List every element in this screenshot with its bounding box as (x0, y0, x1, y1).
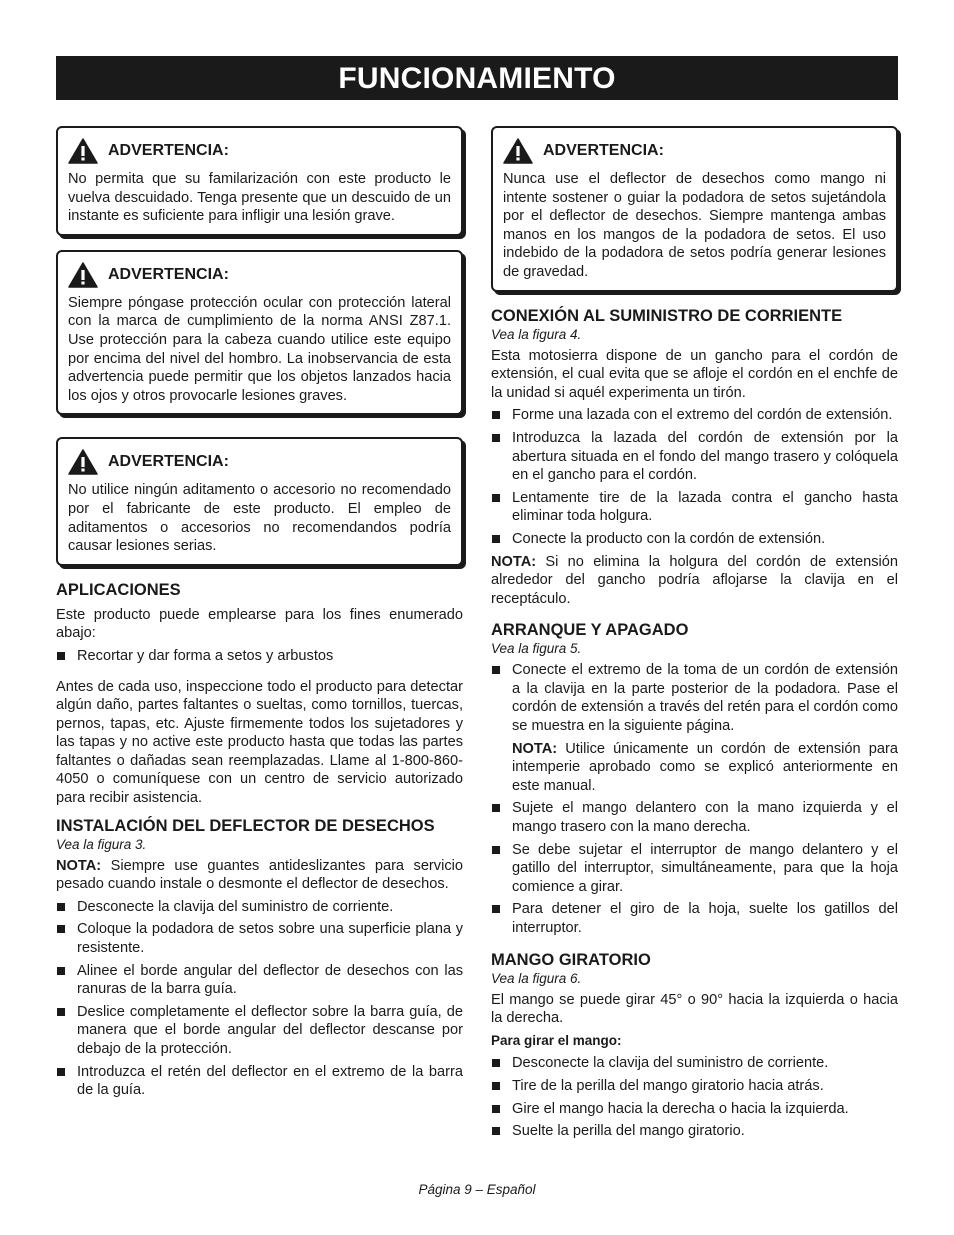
warning-box (56, 437, 463, 565)
bullet-square-icon (57, 967, 65, 975)
note-label: NOTA: (56, 857, 102, 874)
bullet-square-icon (492, 1127, 500, 1135)
bullet-square-icon (57, 903, 65, 911)
page-footer: Página 9 – Español (418, 1182, 536, 1197)
warning-box (491, 126, 898, 292)
bullet-square-icon (57, 1068, 65, 1076)
list-item (56, 898, 463, 917)
conexion-list (491, 406, 898, 548)
warning-title: ADVERTENCIA: (108, 142, 229, 159)
list-item-text: Alinee el borde angular del deflector de desechos con las ranuras de la barra guía. (77, 962, 463, 998)
list-item-text: Introduzca el retén del deflector en el extremo de la barra de la guía. (77, 1063, 463, 1099)
list-item (56, 1063, 463, 1100)
list-item-text: Sujete el mango delantero con la mano izquierda y el mango trasero con la mano derecha. (512, 800, 898, 836)
bullet-square-icon (492, 1082, 500, 1090)
warning-text: Nunca use el deflector de desechos como mango ni intente sostener o guiar la podadora de setos sujetándola por el deflector de desechos. Siempre mantenga ambas manos en los mangos de la podadora de setos. El uso indebido de la podadora de setos podría generar lesiones de gravedad. (503, 171, 886, 280)
aplicaciones-list (56, 647, 463, 666)
list-item-text: Tire de la perilla del mango giratorio hacia atrás. (512, 1077, 824, 1094)
warning-triangle-icon (68, 449, 98, 475)
section-heading-conexion: CONEXIÓN AL SUMINISTRO DE CORRIENTE (491, 306, 843, 325)
warning-triangle-icon (68, 138, 98, 164)
list-item-text: Lentamente tire de la lazada contra el gancho hasta eliminar toda holgura. (512, 489, 898, 525)
list-item-text: Para detener el giro de la hoja, suelte los gatillos del interruptor. (512, 901, 898, 936)
warning-text: No permita que su familarización con este producto le vuelva descuidado. Tenga presente que un descuido de un instante es suficiente para infligir una lesión grave. (68, 171, 451, 225)
figure-reference: Vea la figura 6. (491, 970, 582, 986)
note-text: Siempre use guantes antideslizantes para servicio pesado cuando instale o desmonte el deflector de desechos. (56, 857, 463, 893)
right-column (491, 126, 898, 1145)
list-item (491, 1077, 898, 1096)
list-item (491, 429, 898, 485)
figure-reference: Vea la figura 3. (56, 836, 147, 852)
bullet-square-icon (492, 535, 500, 543)
list-item (56, 647, 463, 666)
note-text: Si no elimina la holgura del cordón de extensión alrededor del gancho podría aflojarse la clavija en el receptáculo. (491, 553, 898, 607)
list-item-text: Deslice completamente el deflector sobre la barra guía, de manera que el borde angular del deflector descanse por debajo de la protección. (77, 1003, 463, 1057)
list-item (491, 530, 898, 549)
note-label: NOTA: (512, 740, 558, 757)
instalacion-note (56, 857, 463, 894)
arranque-list (491, 661, 898, 735)
bullet-square-icon (492, 905, 500, 913)
list-item (56, 1003, 463, 1059)
list-item-text: Coloque la podadora de setos sobre una superficie plana y resistente. (77, 921, 463, 957)
list-item-text: Desconecte la clavija del suministro de corriente. (512, 1055, 829, 1072)
bullet-square-icon (492, 666, 500, 674)
note-text: Utilice únicamente un cordón de extensión para intemperie aprobado como se explicó anteriormente en este manual. (512, 740, 898, 794)
conexion-note (491, 553, 898, 609)
list-item-text: Recortar y dar forma a setos y arbustos (77, 647, 334, 664)
warning-box (56, 250, 463, 416)
warning-text: Siempre póngase protección ocular con protección lateral con la marca de cumplimiento de la norma ANSI Z87.1. Use protección para la cabeza cuando utilice este equipo por encima del nivel del hombro. La inobservancia de esta advertencia puede permitir que los objetos lanzados hacia los ojos y otros provocarle lesiones graves. (68, 294, 451, 404)
warning-box (56, 126, 463, 236)
list-item-text: Introduzca la lazada del cordón de extensión por la abertura situada en el fondo del mango trasero y colóquela en el gancho para el cordón. (512, 429, 898, 484)
bullet-square-icon (492, 846, 500, 854)
bullet-square-icon (492, 1059, 500, 1067)
list-item (491, 406, 898, 425)
mango-list (491, 1054, 898, 1140)
bullet-square-icon (492, 411, 500, 419)
list-item-text: Se debe sujetar el interruptor de mango delantero y el gatillo del interruptor, simultáneamente, para que la hoja comience a girar. (512, 841, 898, 895)
section-heading-instalacion: INSTALACIÓN DEL DEFLECTOR DE DESECHOS (56, 816, 435, 835)
aplicaciones-paragraph: Antes de cada uso, inspeccione todo el producto para detectar algún daño, partes faltantes o sueltas, como tornillos, tuercas, pernos, tapas, etc. Ajuste firmemente todos los sujetadores y las tapas y no active este producto hasta que todas las partes faltantes o dañadas sean reemplazadas. Llame al 1-800-860-4050 o comuníquese con un centro de servicio autorizado para recibir asistencia. (56, 678, 463, 807)
figure-reference: Vea la figura 4. (491, 326, 582, 342)
list-item (491, 1122, 898, 1141)
page-title: FUNCIONAMIENTO (56, 56, 898, 100)
list-item (491, 1054, 898, 1073)
list-item (491, 489, 898, 526)
list-item-text: Desconecte la clavija del suministro de corriente. (77, 898, 394, 915)
figure-reference: Vea la figura 5. (491, 641, 582, 657)
list-item (491, 1100, 898, 1119)
warning-title: ADVERTENCIA: (543, 142, 664, 159)
list-item (491, 900, 898, 937)
section-heading-mango: MANGO GIRATORIO (491, 950, 651, 969)
list-item (491, 799, 898, 836)
list-item-text: Conecte la producto con la cordón de extensión. (512, 530, 826, 547)
list-item (56, 962, 463, 999)
warning-triangle-icon (68, 262, 98, 288)
left-column (56, 126, 463, 1104)
warning-title: ADVERTENCIA: (108, 453, 229, 471)
bullet-square-icon (492, 804, 500, 812)
list-item-text: Suelte la perilla del mango giratorio. (512, 1123, 745, 1140)
bullet-square-icon (57, 652, 65, 660)
list-item (491, 661, 898, 735)
bullet-square-icon (492, 434, 500, 442)
list-item-text: Conecte el extremo de la toma de un cordón de extensión a la clavija en la parte posterior de la podadora. Pase el cordón de extensión a través del retén para el cordón como se muestra en la siguiente página. (512, 662, 898, 735)
note-label: NOTA: (491, 553, 537, 570)
aplicaciones-intro: Este producto puede emplearse para los fines enumerado abajo: (56, 606, 463, 642)
list-item (491, 841, 898, 897)
section-heading-arranque: ARRANQUE Y APAGADO (491, 621, 689, 640)
arranque-note (491, 740, 898, 796)
bullet-square-icon (57, 1008, 65, 1016)
arranque-list-2 (491, 799, 898, 937)
warning-triangle-icon (503, 138, 533, 164)
section-heading-aplicaciones: APLICACIONES (56, 580, 181, 599)
list-item-text: Gire el mango hacia la derecha o hacia la izquierda. (512, 1100, 849, 1117)
bullet-square-icon (57, 925, 65, 933)
bullet-square-icon (492, 494, 500, 502)
list-item-text: Forme una lazada con el extremo del cordón de extensión. (512, 407, 893, 424)
instalacion-list (56, 898, 463, 1100)
warning-text: No utilice ningún aditamento o accesorio no recomendado por el fabricante de este producto. El empleo de aditamentos o accesorios no recomendandos podría causar lesiones serias. (68, 482, 451, 555)
bullet-square-icon (492, 1105, 500, 1113)
warning-title: ADVERTENCIA: (108, 265, 229, 283)
mango-intro: El mango se puede girar 45° o 90° hacia la izquierda o hacia la derecha. (491, 991, 898, 1027)
mango-subhead: Para girar el mango: (491, 1032, 622, 1048)
conexion-intro: Esta motosierra dispone de un gancho para el cordón de extensión, el cual evita que se afloje el cordón en el enchfe de la unidad si aquél experimenta un tirón. (491, 347, 898, 401)
list-item (56, 920, 463, 957)
